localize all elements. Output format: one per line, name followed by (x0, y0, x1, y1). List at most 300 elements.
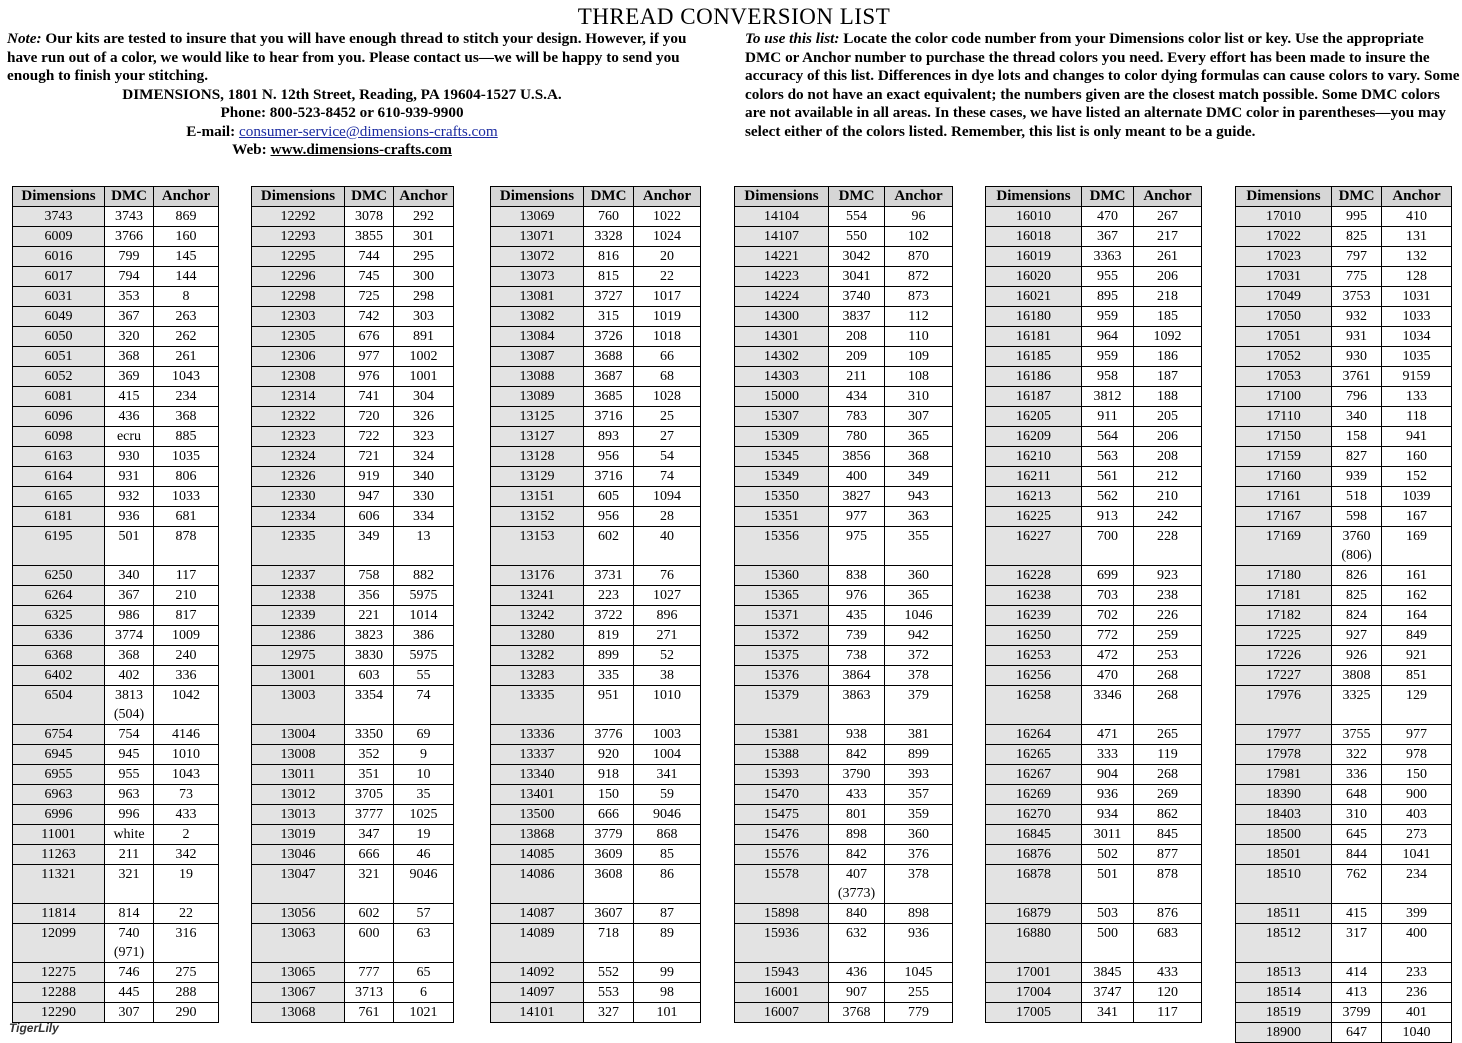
table-row (252, 487, 454, 507)
anchor-code: 817 (154, 606, 219, 626)
dimensions-code: 17005 (986, 1003, 1082, 1023)
dmc-code: 407 (3773) (829, 865, 885, 904)
dimensions-code: 14107 (735, 227, 829, 247)
anchor-code: 378 (885, 865, 953, 904)
email-link[interactable]: consumer-service@dimensions-crafts.com (239, 122, 498, 140)
dimensions-code: 13056 (252, 904, 345, 924)
table-row (13, 387, 219, 407)
dmc-code: 720 (345, 407, 394, 427)
dimensions-code: 13046 (252, 845, 345, 865)
table-row (13, 785, 219, 805)
dimensions-code: 6325 (13, 606, 105, 626)
dmc-code: 369 (105, 367, 154, 387)
dimensions-code: 12338 (252, 586, 345, 606)
dmc-code: 367 (105, 307, 154, 327)
anchor-code: 359 (885, 805, 953, 825)
table-row (735, 467, 953, 487)
dimensions-code: 17161 (1236, 487, 1332, 507)
dimensions-code: 6098 (13, 427, 105, 447)
anchor-code: 218 (1134, 287, 1202, 307)
column-header-dimensions: Dimensions (252, 187, 345, 207)
table-row (735, 626, 953, 646)
dmc-code: 472 (1082, 646, 1134, 666)
dimensions-code: 12308 (252, 367, 345, 387)
anchor-code: 290 (154, 1003, 219, 1023)
dmc-code: 3716 (584, 467, 634, 487)
table-row (986, 626, 1202, 646)
column-header-dimensions: Dimensions (986, 187, 1082, 207)
table-row (735, 307, 953, 327)
table-row (986, 467, 1202, 487)
dimensions-code: 16227 (986, 527, 1082, 566)
dmc-code: 150 (584, 785, 634, 805)
dmc-code: 702 (1082, 606, 1134, 626)
instructions-text: Locate the color code number from your Dimensions color list or key. Use the appropriate DMC or Anchor number to purchase the thread colors you need. Every effort has been made to insure the accuracy of this list. Differences in dye lots and changes to color dying formulas can cause colors to vary. Some colors do not have an exact equivalent; the numbers given are the closest match possible. Some DMC colors are not available in all areas. In these cases, we have listed an alternate DMC color in parentheses—you may select either of the colors listed. Remember, this list is only meant to be a guide. (745, 30, 1460, 140)
anchor-code: 206 (1134, 427, 1202, 447)
dimensions-code: 16256 (986, 666, 1082, 686)
table-row (735, 745, 953, 765)
dimensions-code: 12305 (252, 327, 345, 347)
anchor-code: 19 (154, 865, 219, 904)
anchor-code: 1046 (885, 606, 953, 626)
dmc-code: 433 (829, 785, 885, 805)
table-row (986, 765, 1202, 785)
dmc-code: white (105, 825, 154, 845)
anchor-code: 273 (1382, 825, 1452, 845)
anchor-code: 89 (634, 924, 701, 963)
web-link[interactable]: www.dimensions-crafts.com (270, 141, 452, 158)
anchor-code: 120 (1134, 983, 1202, 1003)
dimensions-code: 15371 (735, 606, 829, 626)
table-row (13, 924, 219, 963)
dmc-code: 3755 (1332, 725, 1382, 745)
dmc-code: 320 (105, 327, 154, 347)
table-row (13, 227, 219, 247)
table-header-row (252, 187, 454, 207)
dimensions-code: 16186 (986, 367, 1082, 387)
dimensions-code: 16187 (986, 387, 1082, 407)
dimensions-code: 13500 (491, 805, 584, 825)
dmc-code: 502 (1082, 845, 1134, 865)
dmc-code: 959 (1082, 347, 1134, 367)
dmc-code: 550 (829, 227, 885, 247)
dimensions-code: 16265 (986, 745, 1082, 765)
conversion-table-3 (490, 186, 701, 1023)
table-row (986, 407, 1202, 427)
dimensions-code: 13283 (491, 666, 584, 686)
anchor-code: 117 (1134, 1003, 1202, 1023)
anchor-code: 69 (394, 725, 454, 745)
anchor-code: 433 (1134, 963, 1202, 983)
dmc-code: 975 (829, 527, 885, 566)
dmc-code: 3812 (1082, 387, 1134, 407)
table-row (491, 865, 701, 904)
dmc-code: 977 (829, 507, 885, 527)
dmc-code: 930 (105, 447, 154, 467)
table-row (491, 327, 701, 347)
dmc-code: 3777 (345, 805, 394, 825)
dimensions-code: 16258 (986, 686, 1082, 725)
email-label: E-mail: (186, 122, 236, 140)
table-row (13, 327, 219, 347)
column-header-anchor: Anchor (154, 187, 219, 207)
anchor-code: 63 (394, 924, 454, 963)
dmc-code: 959 (1082, 307, 1134, 327)
dimensions-code: 17167 (1236, 507, 1332, 527)
dmc-code: 307 (105, 1003, 154, 1023)
anchor-code: 779 (885, 1003, 953, 1023)
table-row (986, 983, 1202, 1003)
anchor-code: 923 (1134, 566, 1202, 586)
dmc-code: 907 (829, 983, 885, 1003)
dimensions-code: 15898 (735, 904, 829, 924)
dmc-code: 3041 (829, 267, 885, 287)
dimensions-code: 16180 (986, 307, 1082, 327)
dimensions-code: 14086 (491, 865, 584, 904)
table-row (1236, 845, 1452, 865)
table-row (1236, 606, 1452, 626)
table-row (252, 845, 454, 865)
anchor-code: 9046 (394, 865, 454, 904)
dimensions-code: 6164 (13, 467, 105, 487)
anchor-code: 341 (634, 765, 701, 785)
dmc-code: 936 (1082, 785, 1134, 805)
dimensions-code: 17001 (986, 963, 1082, 983)
dmc-code: 815 (584, 267, 634, 287)
phone-line: Phone: 800-523-8452 or 610-939-9900 (220, 104, 464, 121)
dmc-code: 349 (345, 527, 394, 566)
dimensions-code: 6945 (13, 745, 105, 765)
table-row (252, 805, 454, 825)
table-row (13, 686, 219, 725)
table-row (252, 686, 454, 725)
table-row (735, 865, 953, 904)
table-row (1236, 467, 1452, 487)
anchor-code: 68 (634, 367, 701, 387)
dmc-code: 3760 (806) (1332, 527, 1382, 566)
dimensions-code: 16185 (986, 347, 1082, 367)
table-row (13, 606, 219, 626)
anchor-code: 238 (1134, 586, 1202, 606)
dimensions-code: 13084 (491, 327, 584, 347)
table-row (986, 247, 1202, 267)
table-row (986, 845, 1202, 865)
anchor-code: 298 (394, 287, 454, 307)
anchor-code: 269 (1134, 785, 1202, 805)
table-row (986, 507, 1202, 527)
dmc-code: 352 (345, 745, 394, 765)
anchor-code: 1092 (1134, 327, 1202, 347)
dimensions-code: 6368 (13, 646, 105, 666)
dmc-code: 600 (345, 924, 394, 963)
anchor-code: 6 (394, 983, 454, 1003)
table-row (986, 347, 1202, 367)
dimensions-code: 15470 (735, 785, 829, 805)
table-row (252, 904, 454, 924)
anchor-code: 1031 (1382, 287, 1452, 307)
anchor-code: 186 (1134, 347, 1202, 367)
anchor-code: 73 (154, 785, 219, 805)
instructions-paragraph (745, 30, 1460, 141)
anchor-code: 59 (634, 785, 701, 805)
dimensions-code: 16250 (986, 626, 1082, 646)
table-row (13, 487, 219, 507)
table-row (735, 487, 953, 507)
table-row (252, 267, 454, 287)
dmc-code: 3768 (829, 1003, 885, 1023)
note-paragraph (7, 30, 697, 160)
anchor-code: 265 (1134, 725, 1202, 745)
dimensions-code: 16020 (986, 267, 1082, 287)
anchor-code: 295 (394, 247, 454, 267)
table-row (735, 347, 953, 367)
table-row (13, 467, 219, 487)
dmc-code: 500 (1082, 924, 1134, 963)
anchor-code: 74 (634, 467, 701, 487)
dmc-code: 739 (829, 626, 885, 646)
table-row (1236, 686, 1452, 725)
table-row (735, 904, 953, 924)
anchor-code: 877 (1134, 845, 1202, 865)
dimensions-code: 17225 (1236, 626, 1332, 646)
anchor-code: 38 (634, 666, 701, 686)
dmc-code: 955 (1082, 267, 1134, 287)
dmc-code: 221 (345, 606, 394, 626)
anchor-code: 921 (1382, 646, 1452, 666)
dimensions-code: 16267 (986, 765, 1082, 785)
dmc-code: 986 (105, 606, 154, 626)
dmc-code: 956 (584, 507, 634, 527)
dmc-code: 471 (1082, 725, 1134, 745)
dimensions-code: 13125 (491, 407, 584, 427)
dimensions-code: 12386 (252, 626, 345, 646)
dmc-code: 317 (1332, 924, 1382, 963)
anchor-code: 349 (885, 467, 953, 487)
anchor-code: 212 (1134, 467, 1202, 487)
table-row (986, 666, 1202, 686)
table-row (491, 367, 701, 387)
table-row (491, 507, 701, 527)
table-row (491, 983, 701, 1003)
dmc-code: 3845 (1082, 963, 1134, 983)
anchor-code: 355 (885, 527, 953, 566)
column-header-dimensions: Dimensions (13, 187, 105, 207)
column-header-anchor: Anchor (1382, 187, 1452, 207)
table-row (13, 666, 219, 686)
column-header-dmc: DMC (1332, 187, 1382, 207)
anchor-code: 271 (634, 626, 701, 646)
table-row (735, 825, 953, 845)
column-header-anchor: Anchor (885, 187, 953, 207)
dimensions-code: 16001 (735, 983, 829, 1003)
table-row (491, 227, 701, 247)
dimensions-code: 13072 (491, 247, 584, 267)
table-row (13, 566, 219, 586)
dmc-code: 503 (1082, 904, 1134, 924)
dmc-code: 351 (345, 765, 394, 785)
table-row (1236, 387, 1452, 407)
anchor-code: 145 (154, 247, 219, 267)
anchor-code: 263 (154, 307, 219, 327)
dimensions-code: 12292 (252, 207, 345, 227)
dmc-code: 552 (584, 963, 634, 983)
table-row (252, 347, 454, 367)
dimensions-code: 6504 (13, 686, 105, 725)
dimensions-code: 14092 (491, 963, 584, 983)
dmc-code: 3855 (345, 227, 394, 247)
column-header-dmc: DMC (829, 187, 885, 207)
anchor-code: 845 (1134, 825, 1202, 845)
dmc-code: 602 (345, 904, 394, 924)
table-row (735, 586, 953, 606)
anchor-code: 806 (154, 467, 219, 487)
dimensions-code: 17977 (1236, 725, 1332, 745)
anchor-code: 118 (1382, 407, 1452, 427)
anchor-code: 316 (154, 924, 219, 963)
dimensions-code: 12335 (252, 527, 345, 566)
dmc-code: 814 (105, 904, 154, 924)
dimensions-code: 13082 (491, 307, 584, 327)
dmc-code: 3722 (584, 606, 634, 626)
anchor-code: 131 (1382, 227, 1452, 247)
column-header-dmc: DMC (105, 187, 154, 207)
anchor-code: 1002 (394, 347, 454, 367)
anchor-code: 85 (634, 845, 701, 865)
anchor-code: 54 (634, 447, 701, 467)
anchor-code: 401 (1382, 1003, 1452, 1023)
table-row (491, 447, 701, 467)
dimensions-code: 13241 (491, 586, 584, 606)
dimensions-code: 13401 (491, 785, 584, 805)
anchor-code: 1040 (1382, 1023, 1452, 1043)
anchor-code: 357 (885, 785, 953, 805)
anchor-code: 326 (394, 407, 454, 427)
dimensions-code: 13004 (252, 725, 345, 745)
dmc-code: 501 (105, 527, 154, 566)
dmc-code: 3687 (584, 367, 634, 387)
table-row (986, 427, 1202, 447)
column-header-anchor: Anchor (634, 187, 701, 207)
dmc-code: 501 (1082, 865, 1134, 904)
dmc-code: 327 (584, 1003, 634, 1023)
table-row (491, 427, 701, 447)
table-row (13, 904, 219, 924)
anchor-code: 164 (1382, 606, 1452, 626)
dmc-code: 3761 (1332, 367, 1382, 387)
table-row (13, 586, 219, 606)
anchor-code: 1094 (634, 487, 701, 507)
table-row (252, 367, 454, 387)
dimensions-code: 6250 (13, 566, 105, 586)
table-row (1236, 626, 1452, 646)
dimensions-code: 16205 (986, 407, 1082, 427)
table-row (491, 745, 701, 765)
anchor-code: 1004 (634, 745, 701, 765)
dmc-code: 3823 (345, 626, 394, 646)
dmc-code: 3354 (345, 686, 394, 725)
anchor-code: 1027 (634, 586, 701, 606)
table-row (986, 367, 1202, 387)
anchor-code: 288 (154, 983, 219, 1003)
dmc-code: 605 (584, 487, 634, 507)
column-header-dmc: DMC (584, 187, 634, 207)
table-row (252, 983, 454, 1003)
dmc-code: 936 (105, 507, 154, 527)
dmc-code: 347 (345, 825, 394, 845)
table-row (986, 904, 1202, 924)
dimensions-code: 6081 (13, 387, 105, 407)
dimensions-code: 13087 (491, 347, 584, 367)
table-row (1236, 287, 1452, 307)
anchor-code: 376 (885, 845, 953, 865)
anchor-code: 150 (1382, 765, 1452, 785)
table-row (252, 247, 454, 267)
dimensions-code: 12296 (252, 267, 345, 287)
table-row (252, 666, 454, 686)
dmc-code: 893 (584, 427, 634, 447)
anchor-code: 342 (154, 845, 219, 865)
anchor-code: 1039 (1382, 487, 1452, 507)
table-row (252, 865, 454, 904)
anchor-code: 119 (1134, 745, 1202, 765)
table-row (735, 267, 953, 287)
table-row (735, 983, 953, 1003)
web-line (0, 141, 697, 160)
anchor-code: 363 (885, 507, 953, 527)
dimensions-code: 17981 (1236, 765, 1332, 785)
dimensions-code: 17150 (1236, 427, 1332, 447)
dimensions-code: 6049 (13, 307, 105, 327)
dmc-code: 826 (1332, 566, 1382, 586)
dmc-code: 919 (345, 467, 394, 487)
anchor-code: 160 (154, 227, 219, 247)
dimensions-code: 12293 (252, 227, 345, 247)
dimensions-code: 14104 (735, 207, 829, 227)
table-row (13, 646, 219, 666)
dmc-code: 603 (345, 666, 394, 686)
dmc-code: 3705 (345, 785, 394, 805)
dmc-code: 645 (1332, 825, 1382, 845)
anchor-code: 323 (394, 427, 454, 447)
dimensions-code: 15350 (735, 487, 829, 507)
table-row (1236, 447, 1452, 467)
dmc-code: 758 (345, 566, 394, 586)
anchor-code: 1021 (394, 1003, 454, 1023)
table-row (986, 566, 1202, 586)
dimensions-code: 12337 (252, 566, 345, 586)
table-row (1236, 586, 1452, 606)
anchor-code: 1010 (634, 686, 701, 725)
dmc-code: 563 (1082, 447, 1134, 467)
table-row (735, 666, 953, 686)
anchor-code: 267 (1134, 207, 1202, 227)
dimensions-code: 14300 (735, 307, 829, 327)
dmc-code: 209 (829, 347, 885, 367)
dmc-code: 436 (829, 963, 885, 983)
anchor-code: 28 (634, 507, 701, 527)
table-row (1236, 1003, 1452, 1023)
dimensions-code: 17180 (1236, 566, 1332, 586)
table-row (491, 686, 701, 725)
table-row (252, 586, 454, 606)
dmc-code: 825 (1332, 586, 1382, 606)
anchor-code: 10 (394, 765, 454, 785)
dimensions-code: 18403 (1236, 805, 1332, 825)
table-row (735, 805, 953, 825)
anchor-code: 336 (154, 666, 219, 686)
dmc-code: 3830 (345, 646, 394, 666)
table-row (986, 865, 1202, 904)
